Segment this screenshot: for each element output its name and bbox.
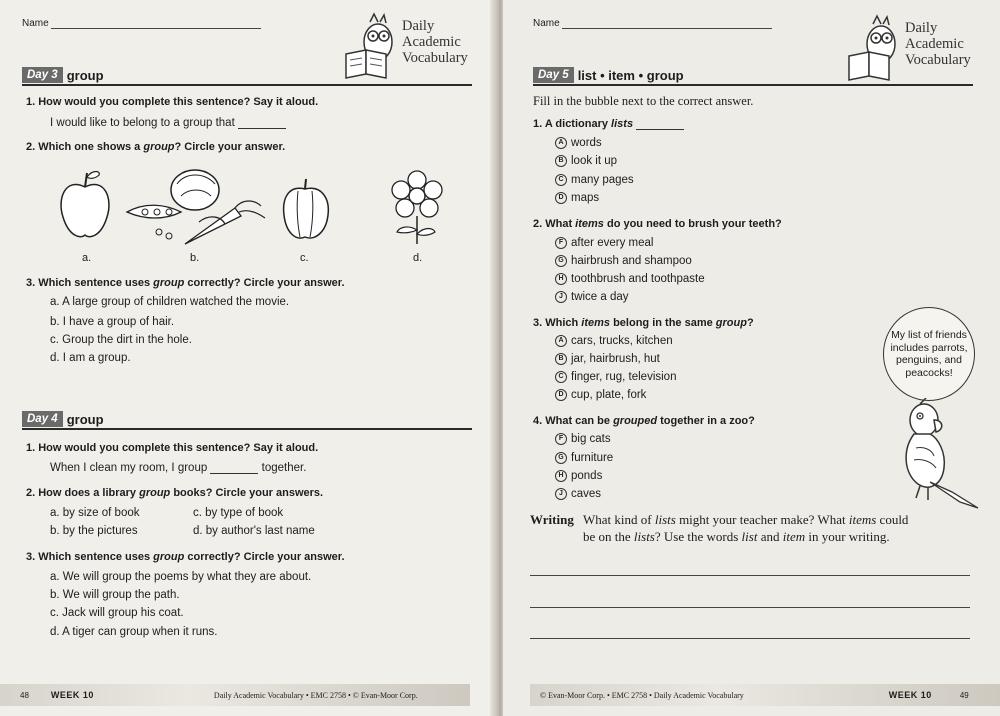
day5-question-2: 2. What items do you need to brush your teeth? (533, 218, 782, 230)
footer-credit: Daily Academic Vocabulary • EMC 2758 • © Evan-Moor Corp. (213, 690, 418, 700)
day-badge: Day 4 (22, 411, 63, 427)
writing-prompt-line-1: What kind of lists might your teacher make? What items could (583, 512, 909, 527)
left-page (0, 0, 497, 716)
left-footer (0, 684, 470, 706)
day4-q3-option-a[interactable]: a. We will group the poems by what they are about. (50, 571, 312, 583)
right-footer (530, 684, 1000, 706)
page-number: 49 (959, 690, 969, 700)
answer-bubble: C (555, 371, 567, 383)
day-word: list • item • group (577, 67, 684, 83)
day4-q3-option-c[interactable]: c. Jack will group his coat. (50, 607, 184, 619)
answer-bubble: B (555, 353, 567, 365)
q4-option-j[interactable]: J caves (555, 488, 601, 500)
writing-prompt-line-2: be on the lists? Use the words list and item in your writing. (583, 529, 890, 544)
answer-bubble: G (555, 452, 567, 464)
day3-question-2: 2. Which one shows a group? Circle your answer. (26, 141, 286, 153)
writing-label: Writing (530, 512, 574, 527)
q3-option-a[interactable]: A cars, trucks, kitchen (555, 335, 673, 347)
q3-option-d[interactable]: D cup, plate, fork (555, 389, 646, 401)
q4-option-g[interactable]: G furniture (555, 452, 613, 464)
day3-option-d[interactable]: d. I am a group. (50, 352, 131, 364)
q4-option-h[interactable]: H ponds (555, 470, 602, 482)
week-label: WEEK 10 (888, 690, 932, 700)
day4-q2-option-c[interactable]: c. by type of book (193, 507, 284, 519)
day5-question-4: 4. What can be grouped together in a zoo? (533, 415, 755, 427)
footer-credit: © Evan-Moor Corp. • EMC 2758 • Daily Academic Vocabulary (540, 690, 744, 700)
answer-bubble: D (555, 389, 567, 401)
picture-label-d: d. (413, 252, 423, 264)
day4-question-3: 3. Which sentence uses group correctly? Circle your answer. (26, 551, 345, 563)
q2-option-j[interactable]: J twice a day (555, 291, 629, 303)
day4-q2-option-a[interactable]: a. by size of book (50, 507, 140, 519)
answer-bubble: A (555, 335, 567, 347)
q4-option-f[interactable]: F big cats (555, 433, 611, 445)
q2-option-h[interactable]: H toothbrush and toothpaste (555, 273, 705, 285)
day4-question-1: 1. How would you complete this sentence? Say it aloud. (26, 442, 319, 454)
q2-option-f[interactable]: F after every meal (555, 237, 653, 249)
instruction-text: Fill in the bubble next to the correct answer. (533, 94, 754, 108)
writing-line-3[interactable] (530, 638, 970, 639)
day4-question-2: 2. How does a library group books? Circle your answers. (26, 487, 324, 499)
day5-header (533, 66, 973, 86)
day3-option-b[interactable]: b. I have a group of hair. (50, 316, 175, 328)
flower-picture[interactable] (385, 168, 450, 246)
pepper-picture[interactable] (278, 175, 333, 245)
answer-bubble: D (555, 192, 567, 204)
day4-q3-option-d[interactable]: d. A tiger can group when it runs. (50, 626, 218, 638)
answer-bubble: F (555, 237, 567, 249)
page-number: 48 (20, 690, 29, 700)
day-word: group (66, 67, 104, 83)
parrot-icon (890, 398, 982, 510)
name-field[interactable]: Name (22, 18, 261, 29)
answer-bubble: J (555, 488, 567, 500)
day3-answer-1[interactable]: I would like to belong to a group that (50, 117, 286, 129)
speech-bubble: My list of friends includes parrots, penguins, and peacocks! (883, 307, 975, 401)
day3-option-a[interactable]: a. A large group of children watched the movie. (50, 296, 290, 308)
writing-line-2[interactable] (530, 607, 970, 608)
picture-label-b: b. (190, 252, 200, 264)
picture-label-c: c. (300, 252, 309, 264)
answer-bubble: H (555, 273, 567, 285)
name-field[interactable]: Name (533, 18, 772, 29)
q3-option-c[interactable]: C finger, rug, television (555, 371, 676, 383)
day4-q2-option-b[interactable]: b. by the pictures (50, 525, 138, 537)
day5-question-1: 1. A dictionary lists (533, 118, 684, 130)
day4-header (22, 410, 472, 430)
writing-line-1[interactable] (530, 575, 970, 576)
day-badge: Day 5 (533, 67, 574, 83)
day4-q3-option-b[interactable]: b. We will group the path. (50, 589, 180, 601)
week-label: WEEK 10 (50, 690, 94, 700)
q1-option-d[interactable]: D maps (555, 192, 599, 204)
answer-bubble: C (555, 174, 567, 186)
q1-option-b[interactable]: B look it up (555, 155, 617, 167)
day3-question-3: 3. Which sentence uses group correctly? Circle your answer. (26, 277, 345, 289)
day-badge: Day 3 (22, 67, 63, 83)
logo-text: Daily Academic Vocabulary (402, 18, 468, 66)
answer-bubble: F (555, 433, 567, 445)
day4-answer-1[interactable]: When I clean my room, I group together. (50, 462, 307, 474)
day3-header (22, 66, 472, 86)
answer-bubble: B (555, 155, 567, 167)
answer-bubble: A (555, 137, 567, 149)
logo-text: Daily Academic Vocabulary (905, 20, 971, 68)
q1-option-a[interactable]: A words (555, 137, 602, 149)
day5-question-3: 3. Which items belong in the same group? (533, 317, 754, 329)
q1-option-c[interactable]: C many pages (555, 174, 634, 186)
q3-option-b[interactable]: B jar, hairbrush, hut (555, 353, 660, 365)
q2-option-g[interactable]: G hairbrush and shampoo (555, 255, 692, 267)
day3-question-1: 1. How would you complete this sentence? Say it aloud. (26, 96, 319, 108)
day-word: group (66, 411, 104, 427)
answer-bubble: H (555, 470, 567, 482)
answer-bubble: J (555, 291, 567, 303)
vegetable-group-picture[interactable] (125, 162, 270, 247)
day3-option-c[interactable]: c. Group the dirt in the hole. (50, 334, 192, 346)
day4-q2-option-d[interactable]: d. by author's last name (193, 525, 315, 537)
picture-label-a: a. (82, 252, 92, 264)
apple-picture[interactable] (55, 165, 115, 245)
answer-bubble: G (555, 255, 567, 267)
